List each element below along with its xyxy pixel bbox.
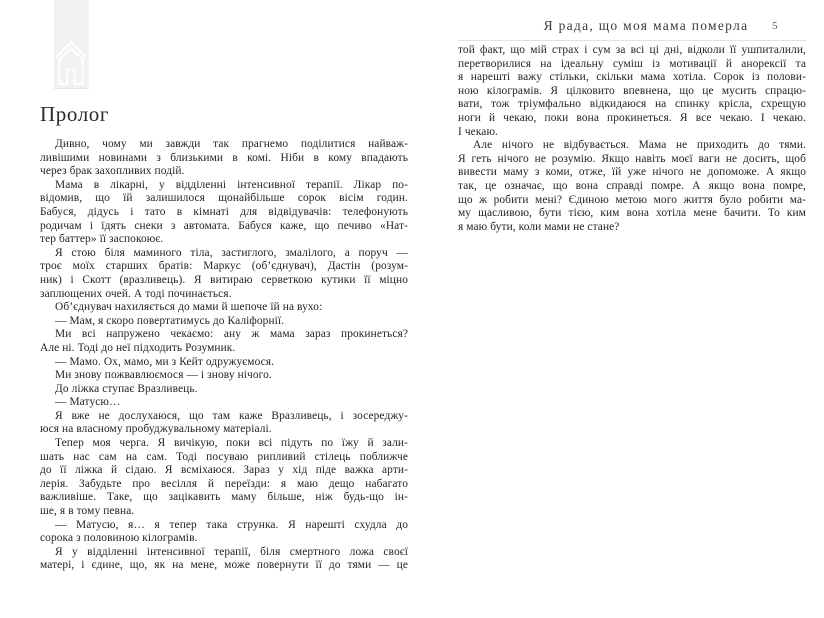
header-rule — [458, 40, 806, 41]
text-line: вивести маму з коми, отже, їй уже нічого не допоможе. А якщо — [458, 166, 806, 179]
text-line: до її ліжка й сідаю. Я всміхаюся. Зараз у хід піде важка арти- — [40, 464, 408, 477]
text-line: І чекаю. — [458, 125, 498, 138]
text-line: через брак захопливих подій. — [40, 165, 185, 178]
text-line: Я геть нічого не розумію. Якщо навіть моєї ваги не досить, щоб — [458, 152, 806, 165]
text-line: матері, і єдине, що, як на мене, може повернути її до тями — це — [40, 559, 408, 572]
text-line: ною кілограмів. Я цілковито впевнена, що це мусить спрацю- — [458, 84, 806, 97]
text-line: родичам і їдять снеки з автомата. Бабуся каже, що печиво «Нат- — [40, 219, 408, 232]
text-line: ше, я в тому певна. — [40, 505, 135, 518]
chapter-heading: Пролог — [40, 102, 110, 127]
page-number: 5 — [772, 20, 778, 32]
text-line: Я вже не дослухаюся, що там каже Вразливець, і зосереджу- — [55, 409, 408, 422]
house-icon — [54, 0, 89, 88]
text-line: Я стою біля маминого тіла, застиглого, змалілого, а поруч — — [55, 246, 408, 259]
text-line: перетворилися на ідеальну суміш із мотивації й анорексії та — [458, 57, 806, 70]
text-line: я нарешті важу стільки, скільки мама хотіла. Сорок із полови- — [458, 71, 806, 84]
text-line: До ліжка ступає Вразливець. — [55, 382, 198, 395]
text-line: той факт, що мій страх і сум за всі ці дні, відколи її ушпиталили, — [458, 44, 806, 56]
text-line: що ж робити мені? Єдиною метою мого життя було робити ма- — [458, 193, 806, 206]
text-line: — Матусю, я… я тепер така струнка. Я нарешті схудла до — [55, 518, 408, 531]
text-line: — Матусю… — [55, 396, 121, 409]
text-line: — Мам, я скоро повертатимусь до Каліфорнії. — [55, 314, 285, 327]
text-line: троє моїх старших братів: Маркус (об’єднувач), Дастін (розум- — [40, 260, 408, 273]
home-ribbon[interactable] — [54, 0, 89, 89]
text-line: му щасливою, бути тією, ким вона хотіла мене бачити. То ким — [458, 207, 806, 220]
text-line: важливіше. Таке, що зацікавить маму більше, ніж будь-що ін- — [40, 491, 408, 504]
text-line: лерія. Забудьте про весілля й переїзди: я маю дещо набагато — [40, 477, 408, 490]
text-line: відомив, що їй залишилося щонайбільше сорок вісім годин. — [40, 192, 408, 205]
text-line: ливішими новинами з близькими в комі. Ніби в кому впадають — [40, 151, 408, 164]
text-line: Ми всі напружено чекаємо: ану ж мама зараз прокинеться? — [55, 328, 408, 341]
text-line: Об’єднувач нахиляється до мами й шепоче їй на вухо: — [55, 301, 323, 314]
text-line: так, це означає, що вона справді помре. А якщо вона помре, — [458, 179, 806, 192]
text-line: юся на власному пробуджувальному матеріалі. — [40, 423, 272, 436]
right-page-text — [458, 44, 806, 234]
running-header-title: Я рада, що моя мама померла — [543, 18, 749, 33]
text-line: Але ні. Тоді до неї підходить Розумник. — [40, 341, 236, 354]
left-page-text — [40, 138, 408, 573]
text-line: заплющених очей. А тоді починається. — [40, 287, 232, 300]
text-line: Дивно, чому ми завжди так прагнемо поділитися найваж- — [55, 138, 408, 150]
text-line: Ми знову пожвавлюємося — і знову нічого. — [55, 369, 272, 382]
text-line: вати, тож тріумфально відкидаюся на спинку крісла, схрещую — [458, 98, 806, 111]
text-line: Я у відділенні інтенсивної терапії, біля смертного ложа своєї — [55, 545, 408, 558]
text-line: ноги й чекаю, поки вона прокинеться. Я все чекаю. І чекаю. — [458, 111, 806, 124]
text-line: Але нічого не відбувається. Мама не приходить до тями. — [473, 139, 806, 152]
text-line: шать нас сам на сам. Тоді посуваю рипливий стілець поближче — [40, 450, 408, 463]
text-line: сорока з половиною кілограмів. — [40, 532, 198, 545]
text-line: — Мамо. Ох, мамо, ми з Кейт одружуємося. — [55, 355, 275, 368]
text-line: тер баттер» її заспокоює. — [40, 233, 164, 246]
text-line: ник) і Скотт (вразливець). Я витираю серветкою кутики її міцно — [40, 273, 408, 286]
text-line: я маю бути, коли мами не стане? — [458, 220, 620, 233]
text-line: Бабуся, дідусь і тато в кімнаті для відвідувачів: телефонують — [40, 205, 408, 218]
text-line: Мама в лікарні, у відділенні інтенсивної терапії. Лікар по- — [55, 178, 408, 191]
text-line: Тепер моя черга. Я вичікую, поки всі підуть по їжу й зали- — [55, 437, 408, 450]
